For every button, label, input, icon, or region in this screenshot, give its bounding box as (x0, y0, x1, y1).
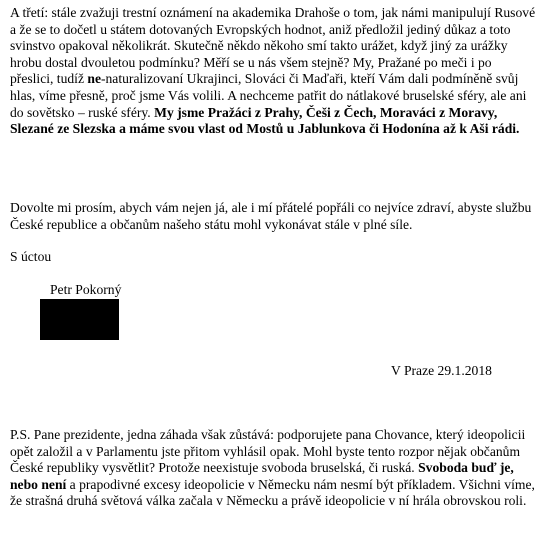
postscript (10, 427, 536, 510)
paragraph-wishes: Dovolte mi prosím, abych vám nejen já, ale i mí přátelé popřáli co nejvíce zdraví, abyste službu České republice a občanům našeho státu mohl vykonávat stále v plné síle. (10, 200, 532, 232)
text-run: A třetí: stále zvažuji trestní oznámení na akademika Drahoše o tom, jak námi manipulují Rusové a že se to dočetl u státem dotovaných Evropských hodnot, aniž předložil jediný důkaz a toto svinstvo opakoval několikrát. Skutečně někdo někoho smí takto urážet, když jiný za urážky hrobu dostal dvouletou podmínku? Měří se u nás všem stejně? My, Pražané po meči i po přeslici, tudíž (10, 5, 536, 87)
closing-salutation: S úctou (10, 249, 52, 264)
bold-text-run: ne (87, 71, 101, 87)
redacted-signature (40, 299, 119, 340)
text-run: a prapodivné excesy ideopolicie v Německu nám nesmí být příkladem. Všichni víme, že strašná druhá světová válka začala v Německu a právě ideopolicie v ní hrála obrovskou roli. (10, 476, 535, 509)
bold-text-run: Svoboda buď je, nebo není (10, 460, 514, 492)
signature-name: Petr Pokorný (50, 282, 122, 297)
text-run: P.S. Pane prezidente, jedna záhada však zůstává: podporujete pana Chovance, který ideopolicii opět založil a v Parlamentu jste přitom vyhlásil opak. Mohl byste tento rozpor nějak občanům České republiky vysvětlit? Protože neexistuje svoboda bruselská, či ruská. (10, 427, 526, 476)
letter-date: V Praze 29.1.2018 (391, 363, 492, 378)
paragraph-criminal-complaint (10, 5, 536, 138)
text-run: -naturalizovaní Ukrajinci, Slováci či Maďaři, kteří Vám dali podmíněně svůj hlas, víme přesně, proč jsme Vás volili. A nechceme patřit do nátlakové bruselské sféry, ale ani do sovětsko – ruské sféry. (10, 71, 527, 120)
bold-text-run: My jsme Pražáci z Prahy, Češi z Čech, Moraváci z Moravy, Slezané ze Slezska a máme svou vlast od Mostů u Jablunkova či Hodonína až k Aši rádi. (10, 104, 520, 137)
